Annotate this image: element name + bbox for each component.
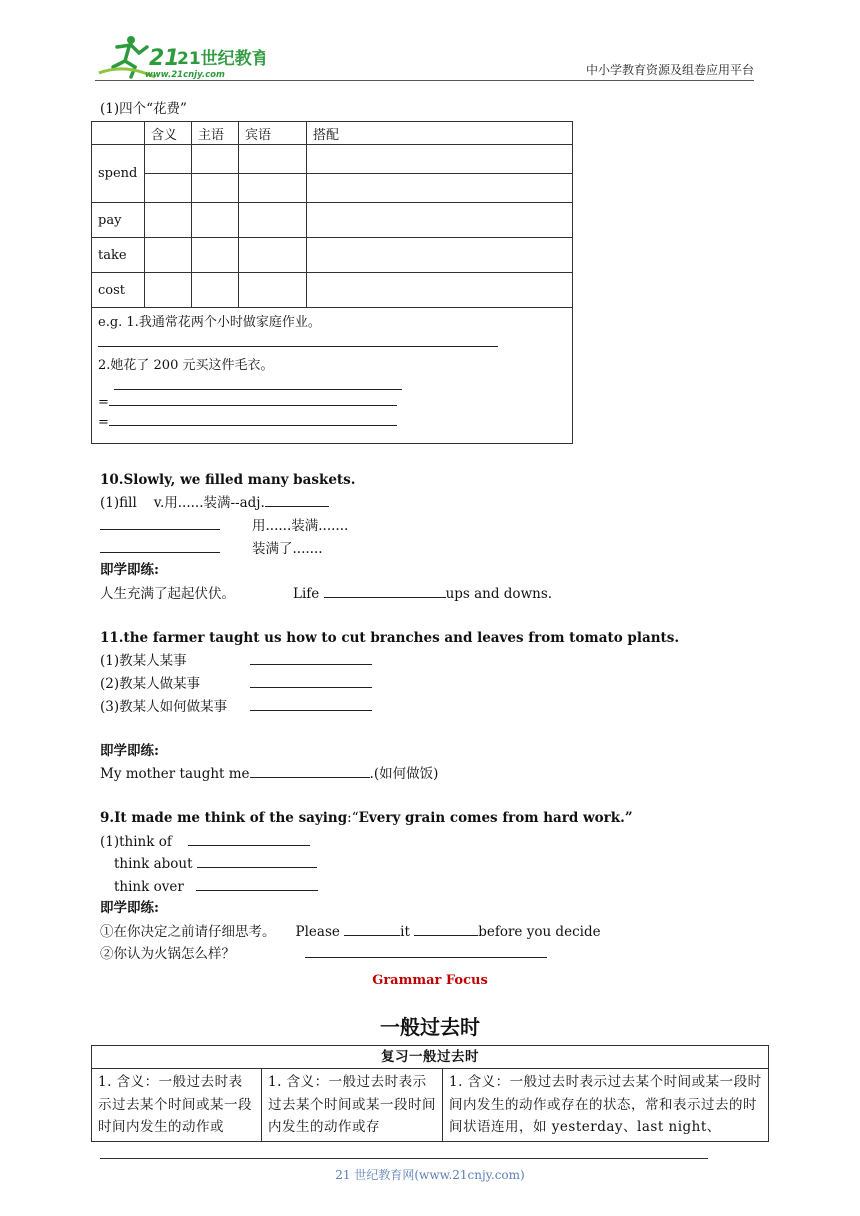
table-cell <box>239 145 307 174</box>
site-logo <box>95 33 265 83</box>
q9-item: (1)think of <box>100 832 310 851</box>
q11-item: (2)教某人做某事 <box>100 674 372 693</box>
practice-label: 即学即练: <box>100 743 159 759</box>
q10-title: 10.Slowly, we filled many baskets. <box>100 472 356 488</box>
footer-text: 21 世纪教育网(www.21cnjy.com) <box>335 1168 525 1182</box>
svg-text:www.21cnjy.com: www.21cnjy.com <box>145 70 225 80</box>
grammar-title: 一般过去时 <box>380 1015 480 1039</box>
grammar-col1: 1. 含义：一般过去时表示过去某个时间或某一段时间内发生的动作或 <box>92 1069 262 1142</box>
q11-item: (1)教某人某事 <box>100 651 372 670</box>
table-cell <box>145 273 192 308</box>
spending-table <box>91 121 573 444</box>
table-cell <box>307 145 573 174</box>
table-cell <box>145 174 192 203</box>
practice-label: 即学即练: <box>100 562 159 578</box>
footer-divider <box>100 1158 708 1159</box>
col-header: 宾语 <box>239 122 307 145</box>
q10-line1: (1)fill v.用......装满--adj. <box>100 493 329 512</box>
example-2: 2.她花了 200 元买这件毛衣。 <box>98 358 274 373</box>
table-cell <box>192 238 239 273</box>
grammar-table-header: 复习一般过去时 <box>92 1046 769 1069</box>
table-cell <box>239 203 307 238</box>
header-divider <box>95 80 754 81</box>
platform-name: 中小学教育资源及组卷应用平台 <box>585 63 754 77</box>
q11-practice: My mother taught me .(如何做饭) <box>100 766 439 782</box>
table-cell <box>239 174 307 203</box>
q9-practice-2: ②你认为火锅怎么样？ <box>100 944 547 963</box>
col-header: 含义 <box>145 122 192 145</box>
svg-text:21: 21 <box>149 46 180 71</box>
row-label: pay <box>92 203 145 238</box>
table-cell <box>307 273 573 308</box>
col-header: 主语 <box>192 122 239 145</box>
table-cell <box>239 238 307 273</box>
q10-line3: 装满了....... <box>100 539 323 558</box>
col-header: 搭配 <box>307 122 573 145</box>
table-cell <box>307 174 573 203</box>
runner-logo-icon <box>95 33 265 83</box>
row-label: cost <box>92 273 145 308</box>
q9-item: think over <box>114 877 318 896</box>
practice-label: 即学即练: <box>100 900 159 916</box>
equals-line-1: = <box>98 392 566 412</box>
row-label: take <box>92 238 145 273</box>
q10-practice: 人生充满了起起伏伏。 Life ups and downs. <box>100 586 553 602</box>
q11-item: (3)教某人如何做某事 <box>100 697 372 716</box>
q9-practice-1: ①在你决定之前请仔细思考。 Please it before you decide <box>100 924 601 940</box>
row-label: spend <box>92 145 145 203</box>
svg-text:21世纪教育: 21世纪教育 <box>177 49 265 69</box>
table-cell <box>145 145 192 174</box>
q9-title: 9.It made me think of the saying:“Every grain comes from hard work.” <box>100 810 633 826</box>
grammar-col2: 1. 含义：一般过去时表示过去某个时间或某一段时间内发生的动作或存 <box>262 1069 443 1142</box>
q10-line2: 用......装满....... <box>100 516 348 535</box>
grammar-focus-heading: Grammar Focus <box>372 973 488 988</box>
table-cell <box>307 203 573 238</box>
equals-line-2: = <box>98 412 566 433</box>
table-cell <box>307 238 573 273</box>
table-cell <box>239 273 307 308</box>
answer-line <box>98 338 498 347</box>
example-cell <box>92 308 573 444</box>
table-cell <box>145 203 192 238</box>
example-1: e.g. 1.我通常花两个小时做家庭作业。 <box>98 315 321 330</box>
q11-title: 11.the farmer taught us how to cut branches and leaves from tomato plants. <box>100 630 680 646</box>
grammar-col3: 1. 含义：一般过去时表示过去某个时间或某一段时间内发生的动作或存在的状态，常和表示过去的时间状语连用，如 yesterday、last night、 <box>443 1069 769 1142</box>
q9-item: think about <box>114 854 317 873</box>
table-cell <box>192 174 239 203</box>
table-cell <box>192 145 239 174</box>
section-title: (1)四个“花费” <box>100 101 187 117</box>
table-cell <box>145 238 192 273</box>
table-cell <box>192 273 239 308</box>
answer-line <box>114 379 402 390</box>
header-corner <box>92 122 145 145</box>
grammar-table <box>91 1045 769 1142</box>
table-cell <box>192 203 239 238</box>
